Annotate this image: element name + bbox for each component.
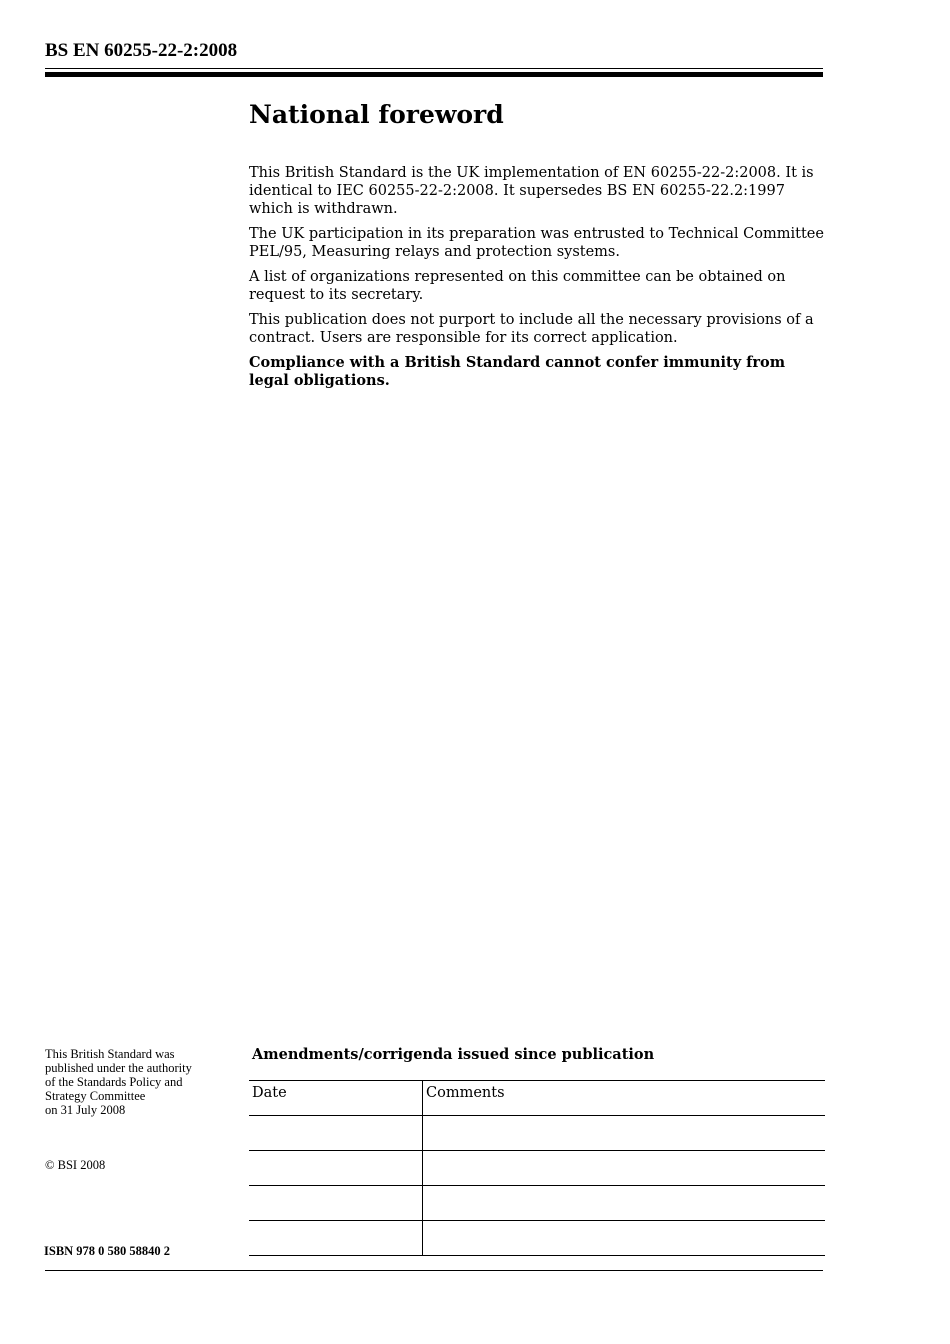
authority-line: Strategy Committee (45, 1089, 146, 1103)
header-thin-rule (45, 68, 823, 69)
column-header-date: Date (249, 1081, 423, 1116)
table-row (249, 1116, 825, 1151)
column-header-comments: Comments (423, 1081, 826, 1116)
document-id: BS EN 60255-22-2:2008 (45, 40, 238, 61)
comments-cell (423, 1221, 826, 1256)
amendments-heading: Amendments/corrigenda issued since publication (252, 1046, 655, 1063)
table-row (249, 1151, 825, 1186)
paragraph-organizations: A list of organizations represented on this committee can be obtained on request to its secretary. (249, 269, 786, 303)
amendments-table (249, 1080, 825, 1256)
authority-line: of the Standards Policy and (45, 1075, 183, 1089)
date-cell (249, 1221, 423, 1256)
table-row (249, 1221, 825, 1256)
compliance-statement: Compliance with a British Standard cannot confer immunity from legal obligations. (249, 354, 786, 389)
authority-line: on 31 July 2008 (45, 1103, 126, 1117)
date-cell (249, 1151, 423, 1186)
comments-cell (423, 1186, 826, 1221)
table-row (249, 1186, 825, 1221)
footer-rule (45, 1270, 823, 1271)
comments-cell (423, 1116, 826, 1151)
paragraph-implementation: This British Standard is the UK implementation of EN 60255-22-2:2008. It is identical to IEC 60255-22-2:2008. It supersedes BS EN 60255-22.2:1997 which is withdrawn. (249, 165, 814, 217)
copyright-notice: © BSI 2008 (45, 1158, 106, 1172)
authority-line: This British Standard was (45, 1047, 175, 1061)
date-cell (249, 1186, 423, 1221)
authority-line: published under the authority (45, 1061, 192, 1075)
table-header-row (249, 1081, 825, 1116)
page-title: National foreword (249, 100, 504, 129)
paragraph-provisions: This publication does not purport to include all the necessary provisions of a contract. Users are responsible for its correct application. (249, 312, 814, 346)
publication-authority (45, 1047, 235, 1117)
comments-cell (423, 1151, 826, 1186)
header-thick-rule (45, 72, 823, 77)
paragraph-committee: The UK participation in its preparation was entrusted to Technical Committee PEL/95, Measuring relays and protection systems. (249, 226, 824, 260)
foreword-body (249, 164, 829, 397)
date-cell (249, 1116, 423, 1151)
isbn: ISBN 978 0 580 58840 2 (44, 1244, 171, 1258)
